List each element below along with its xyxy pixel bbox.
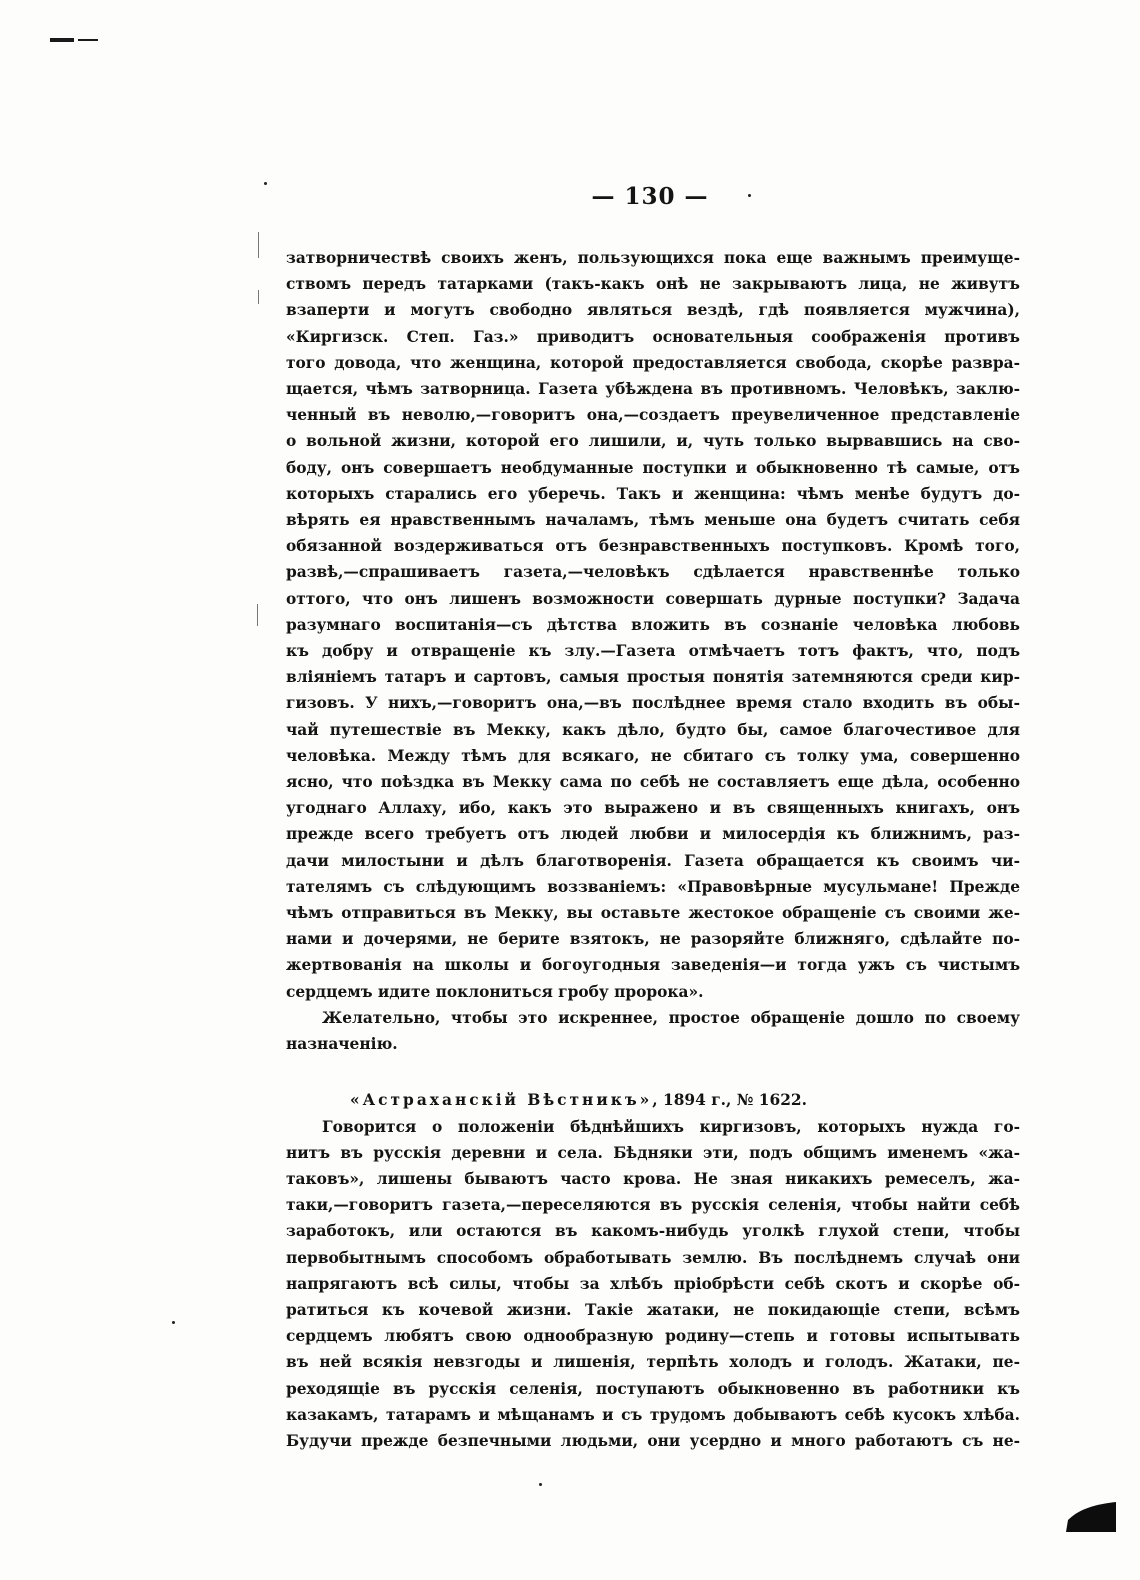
text-line: о вольной жизни, которой его лишили, и, чуть только вырвавшись на сво- — [286, 432, 1020, 451]
scan-speck — [172, 1321, 175, 1324]
text-line: Говорится о положеніи бѣднѣйшихъ киргизовъ, которыхъ нужда го- — [322, 1117, 1020, 1136]
text-line: нами и дочерями, не берите взятокъ, не разоряйте ближняго, сдѣлайте по- — [286, 930, 1020, 949]
scan-mark-top — [50, 38, 100, 43]
scan-speck — [748, 194, 751, 197]
text-line: ясно, что поѣздка въ Мекку сама по себѣ не составляетъ еще дѣла, особенно — [286, 773, 1020, 792]
text-line: нитъ въ русскія деревни и села. Бѣдняки эти, подъ общимъ именемъ «жа- — [286, 1143, 1020, 1162]
scan-mark-bottom — [1064, 1498, 1118, 1532]
text-line: оттого, что онъ лишенъ возможности совершать дурные поступки? Задача — [286, 589, 1020, 608]
text-line: назначенію. — [286, 1035, 398, 1054]
paragraph-conclusion — [286, 1005, 1020, 1057]
text-line: человѣка. Между тѣмъ для всякаго, не сбитаго съ толку ума, совершенно — [286, 746, 1020, 765]
text-line: вліяніемъ татаръ и сартовъ, самыя простыя понятія затемняются среди кир- — [286, 668, 1020, 687]
text-line: гизовъ. У нихъ,—говоритъ она,—въ послѣднее время стало входить въ обы- — [286, 694, 1020, 713]
text-line: взаперти и могутъ свободно являться вездѣ, гдѣ появляется мужчина), — [286, 301, 1020, 320]
text-line: заработокъ, или остаются въ какомъ-нибудь уголкѣ глухой степи, чтобы — [286, 1222, 1020, 1241]
scan-speck — [264, 182, 267, 185]
scan-artifact-line — [258, 290, 259, 304]
text-line: Желательно, чтобы это искреннее, простое обращеніе дошло по своему — [322, 1008, 1020, 1027]
text-line: ратиться къ кочевой жизни. Такіе жатаки, не покидающіе степи, всѣмъ — [286, 1300, 1020, 1319]
text-line: «Киргизск. Степ. Газ.» приводитъ основательныя соображенія противъ — [286, 327, 1020, 346]
text-line: ствомъ передъ татарками (такъ-какъ онѣ не закрываютъ лица, не живутъ — [286, 275, 1020, 294]
text-line: угоднаго Аллаху, ибо, какъ это выражено и въ священныхъ книгахъ, онъ — [286, 799, 1020, 818]
text-line: первобытнымъ способомъ обработывать землю. Въ послѣднемъ случаѣ они — [286, 1248, 1020, 1267]
scan-speck — [539, 1483, 542, 1486]
text-line: боду, онъ совершаетъ необдуманные поступки и обыкновенно тѣ самые, отъ — [286, 458, 1020, 477]
text-line: сердцемъ любятъ свою однообразную родину—степь и готовы испытывать — [286, 1327, 1020, 1346]
text-line: вѣрять ея нравственнымъ началамъ, тѣмъ меньше она будетъ считать себя — [286, 511, 1020, 530]
text-line: дачи милостыни и дѣлъ благотворенія. Газета обращается къ своимъ чи- — [286, 851, 1020, 870]
text-line: ченный въ неволю,—говоритъ она,—создаетъ преувеличенное представленіе — [286, 406, 1020, 425]
text-line: жертвованія на школы и богоугодныя заведенія—и тогда ужъ съ чистымъ — [286, 956, 1020, 975]
text-line: развѣ,—спрашиваетъ газета,—человѣкъ сдѣлается нравственнѣе только — [286, 563, 1020, 582]
text-line: въ ней всякія невзгоды и лишенія, терпѣть холодъ и голодъ. Жатаки, пе- — [286, 1353, 1020, 1372]
text-line: чѣмъ отправиться въ Мекку, вы оставьте жестокое обращеніе съ своими же- — [286, 904, 1020, 923]
text-line: таки,—говоритъ газета,—переселяются въ русскія селенія, чтобы найти себѣ — [286, 1196, 1020, 1215]
text-line: которыхъ старались его уберечь. Такъ и женщина: чѣмъ менѣе будутъ до- — [286, 484, 1020, 503]
text-line: тателямъ съ слѣдующимъ воззваніемъ: «Правовѣрные мусульмане! Прежде — [286, 877, 1020, 896]
text-line: затворничествѣ своихъ женъ, пользующихся пока еще важнымъ преимуще- — [286, 249, 1020, 267]
scan-artifact-line — [257, 604, 258, 626]
source-details: , 1894 г., № 1622. — [652, 1091, 807, 1110]
text-line: щается, чѣмъ затворница. Газета убѣждена въ противномъ. Человѣкъ, заклю- — [286, 380, 1020, 399]
paragraph-press-review-kirghiz — [286, 245, 1020, 1005]
body-text — [286, 245, 1020, 1454]
source-heading — [286, 1087, 1020, 1113]
text-line: реходящіе въ русскія селенія, поступаютъ обыкновенно въ работники къ — [286, 1379, 1020, 1398]
text-line: разумнаго воспитанія—съ дѣтства вложить въ сознаніе человѣка любовь — [286, 615, 1020, 634]
text-line: казакамъ, татарамъ и мѣщанамъ и съ трудомъ добываютъ себѣ кусокъ хлѣба. — [286, 1405, 1020, 1424]
text-line: напрягаютъ всѣ силы, чтобы за хлѣбъ пріобрѣсти себѣ скотъ и скорѣе об- — [286, 1274, 1020, 1293]
paragraph-astrakhan-vestnik — [286, 1114, 1020, 1455]
text-line: таковъ», лишены бываютъ часто крова. Не зная никакихъ ремеселъ, жа- — [286, 1169, 1020, 1188]
text-line: того довода, что женщина, которой предоставляется свобода, скорѣе развра- — [286, 353, 1020, 372]
text-line: сердцемъ идите поклониться гробу пророка». — [286, 982, 704, 1001]
text-line: чай путешествіе въ Мекку, какъ дѣло, будто бы, самое благочестивое для — [286, 720, 1020, 739]
scan-artifact-line — [258, 232, 259, 258]
text-line: прежде всего требуетъ отъ людей любви и милосердія къ ближнимъ, раз- — [286, 825, 1020, 844]
text-line: къ добру и отвращеніе къ злу.—Газета отмѣчаетъ тотъ фактъ, что, подъ — [286, 642, 1020, 661]
source-title: «Астраханскій Вѣстникъ» — [350, 1091, 653, 1110]
text-line: обязанной воздерживаться отъ безнравственныхъ поступковъ. Кромѣ того, — [286, 537, 1020, 556]
text-line: Будучи прежде безпечными людьми, они усердно и много работаютъ съ не- — [286, 1431, 1020, 1450]
page-number: — 130 — — [591, 183, 709, 210]
